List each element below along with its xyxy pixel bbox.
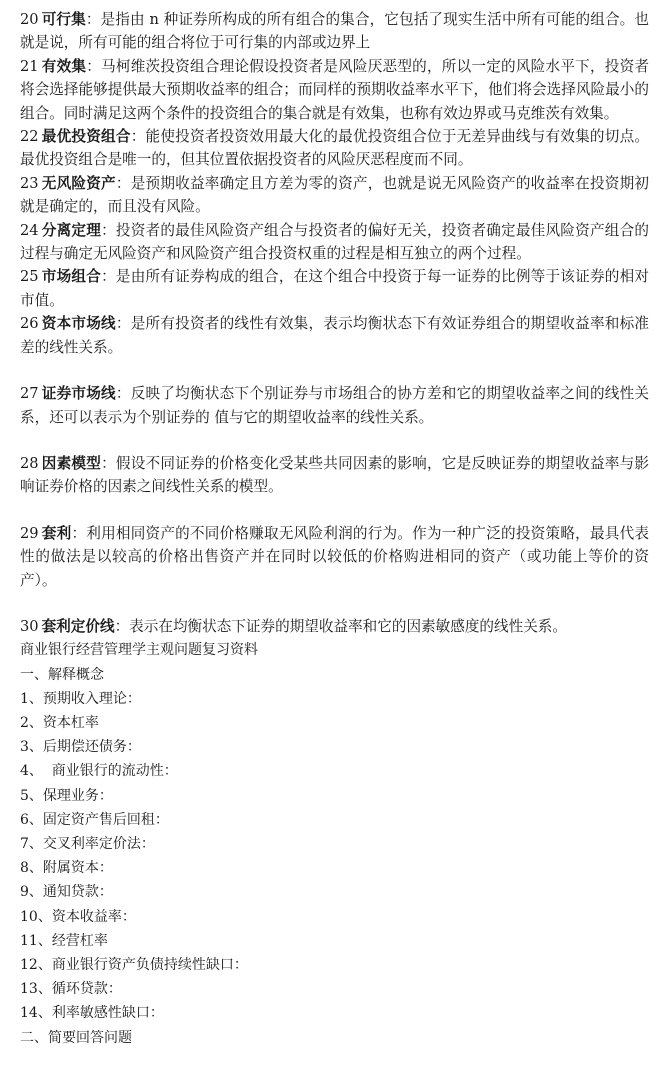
definition-22: 22 最优投资组合：能使投资者投资效用最大化的最优投资组合位于无差异曲线与有效集的切点。最优投资组合是唯一的，但其位置依据投资者的风险厌恶程度而不同。 [20, 128, 649, 169]
definition-20: 20 可行集：是指由 n 种证券所构成的所有组合的集合，它包括了现实生活中所有可能的组合。也就是说，所有可能的组合将位于可行集的内部或边界上 [20, 11, 649, 52]
list-item: 10、资本收益率： [20, 908, 136, 925]
list-item: 3、后期偿还债务： [20, 739, 141, 756]
list-item: 12、商业银行资产负债持续性缺口： [20, 956, 248, 973]
list-item: 9、通知贷款： [20, 884, 113, 901]
definition-26: 26 资本市场线：是所有投资者的线性有效集，表示均衡状态下有效证券组合的期望收益率和标准差的线性关系。 [20, 315, 649, 356]
list-item: 4、 商业银行的流动性： [20, 763, 178, 780]
section-heading: 一、解释概念 [20, 666, 104, 683]
list-item: 14、利率敏感性缺口： [20, 1005, 164, 1022]
definition-24: 24 分离定理：投资者的最佳风险资产组合与投资者的偏好无关，投资者确定最佳风险资产组合的过程与确定无风险资产和风险资产组合投资权重的过程是相互独立的两个过程。 [20, 221, 649, 263]
definitions-list [20, 8, 649, 638]
section-heading: 二、简要回答问题 [20, 1029, 132, 1046]
list-item: 7、交叉利率定价法： [20, 835, 155, 852]
definition-29: 29 套利：利用相同资产的不同价格赚取无风险利润的行为。作为一种广泛的投资策略，最具代表性的做法是以较高的价格出售资产并在同时以较低的价格购进相同的资产（或功能上等价的资产）。 [20, 524, 649, 589]
list-item: 2、资本杠率 [20, 714, 99, 731]
paragraph-gap [20, 429, 649, 452]
paragraph-gap [20, 592, 649, 615]
definition-28: 28 因素模型：假设不同证券的价格变化受某些共同因素的影响，它是反映证券的期望收益率与影响证券价格的因素之间线性关系的模型。 [20, 454, 649, 496]
definition-21: 21 有效集：马柯维茨投资组合理论假设投资者是风险厌恶型的，所以一定的风险水平下，投资者将会选择能够提供最大预期收益率的组合；而同样的预期收益率水平下，他们将会选择风险最小的组合。同时满足这两个条件的投资组合的集合就是有效集，也称有效边界或马克维茨有效集。 [20, 57, 649, 122]
list-item: 6、固定资产售后回租： [20, 811, 169, 828]
paragraph-gap [20, 359, 649, 382]
definition-25: 25 市场组合：是由所有证券构成的组合，在这个组合中投资于每一证券的比例等于该证券的相对市值。 [20, 268, 649, 309]
list-item: 13、循环贷款： [20, 981, 122, 998]
definition-30: 30 套利定价线：表示在均衡状态下证券的期望收益率和它的因素敏感度的线性关系。 [20, 617, 567, 635]
definition-23: 23 无风险资产：是预期收益率确定且方差为零的资产，也就是说无风险资产的收益率在投资期初就是确定的，而且没有风险。 [20, 174, 649, 216]
review-outline [20, 638, 649, 1049]
paragraph-gap [20, 499, 649, 522]
list-item: 5、保理业务： [20, 787, 113, 804]
list-item: 11、经营杠率 [20, 932, 108, 949]
list-item: 1、预期收入理论： [20, 690, 141, 707]
definition-27: 27 证券市场线：反映了均衡状态下个别证券与市场组合的协方差和它的期望收益率之间的线性关系，还可以表示为个别证券的 值与它的期望收益率的线性关系。 [20, 385, 649, 426]
list-item: 8、附属资本： [20, 860, 113, 877]
document-title: 商业银行经营管理学主观问题复习资料 [20, 642, 258, 659]
